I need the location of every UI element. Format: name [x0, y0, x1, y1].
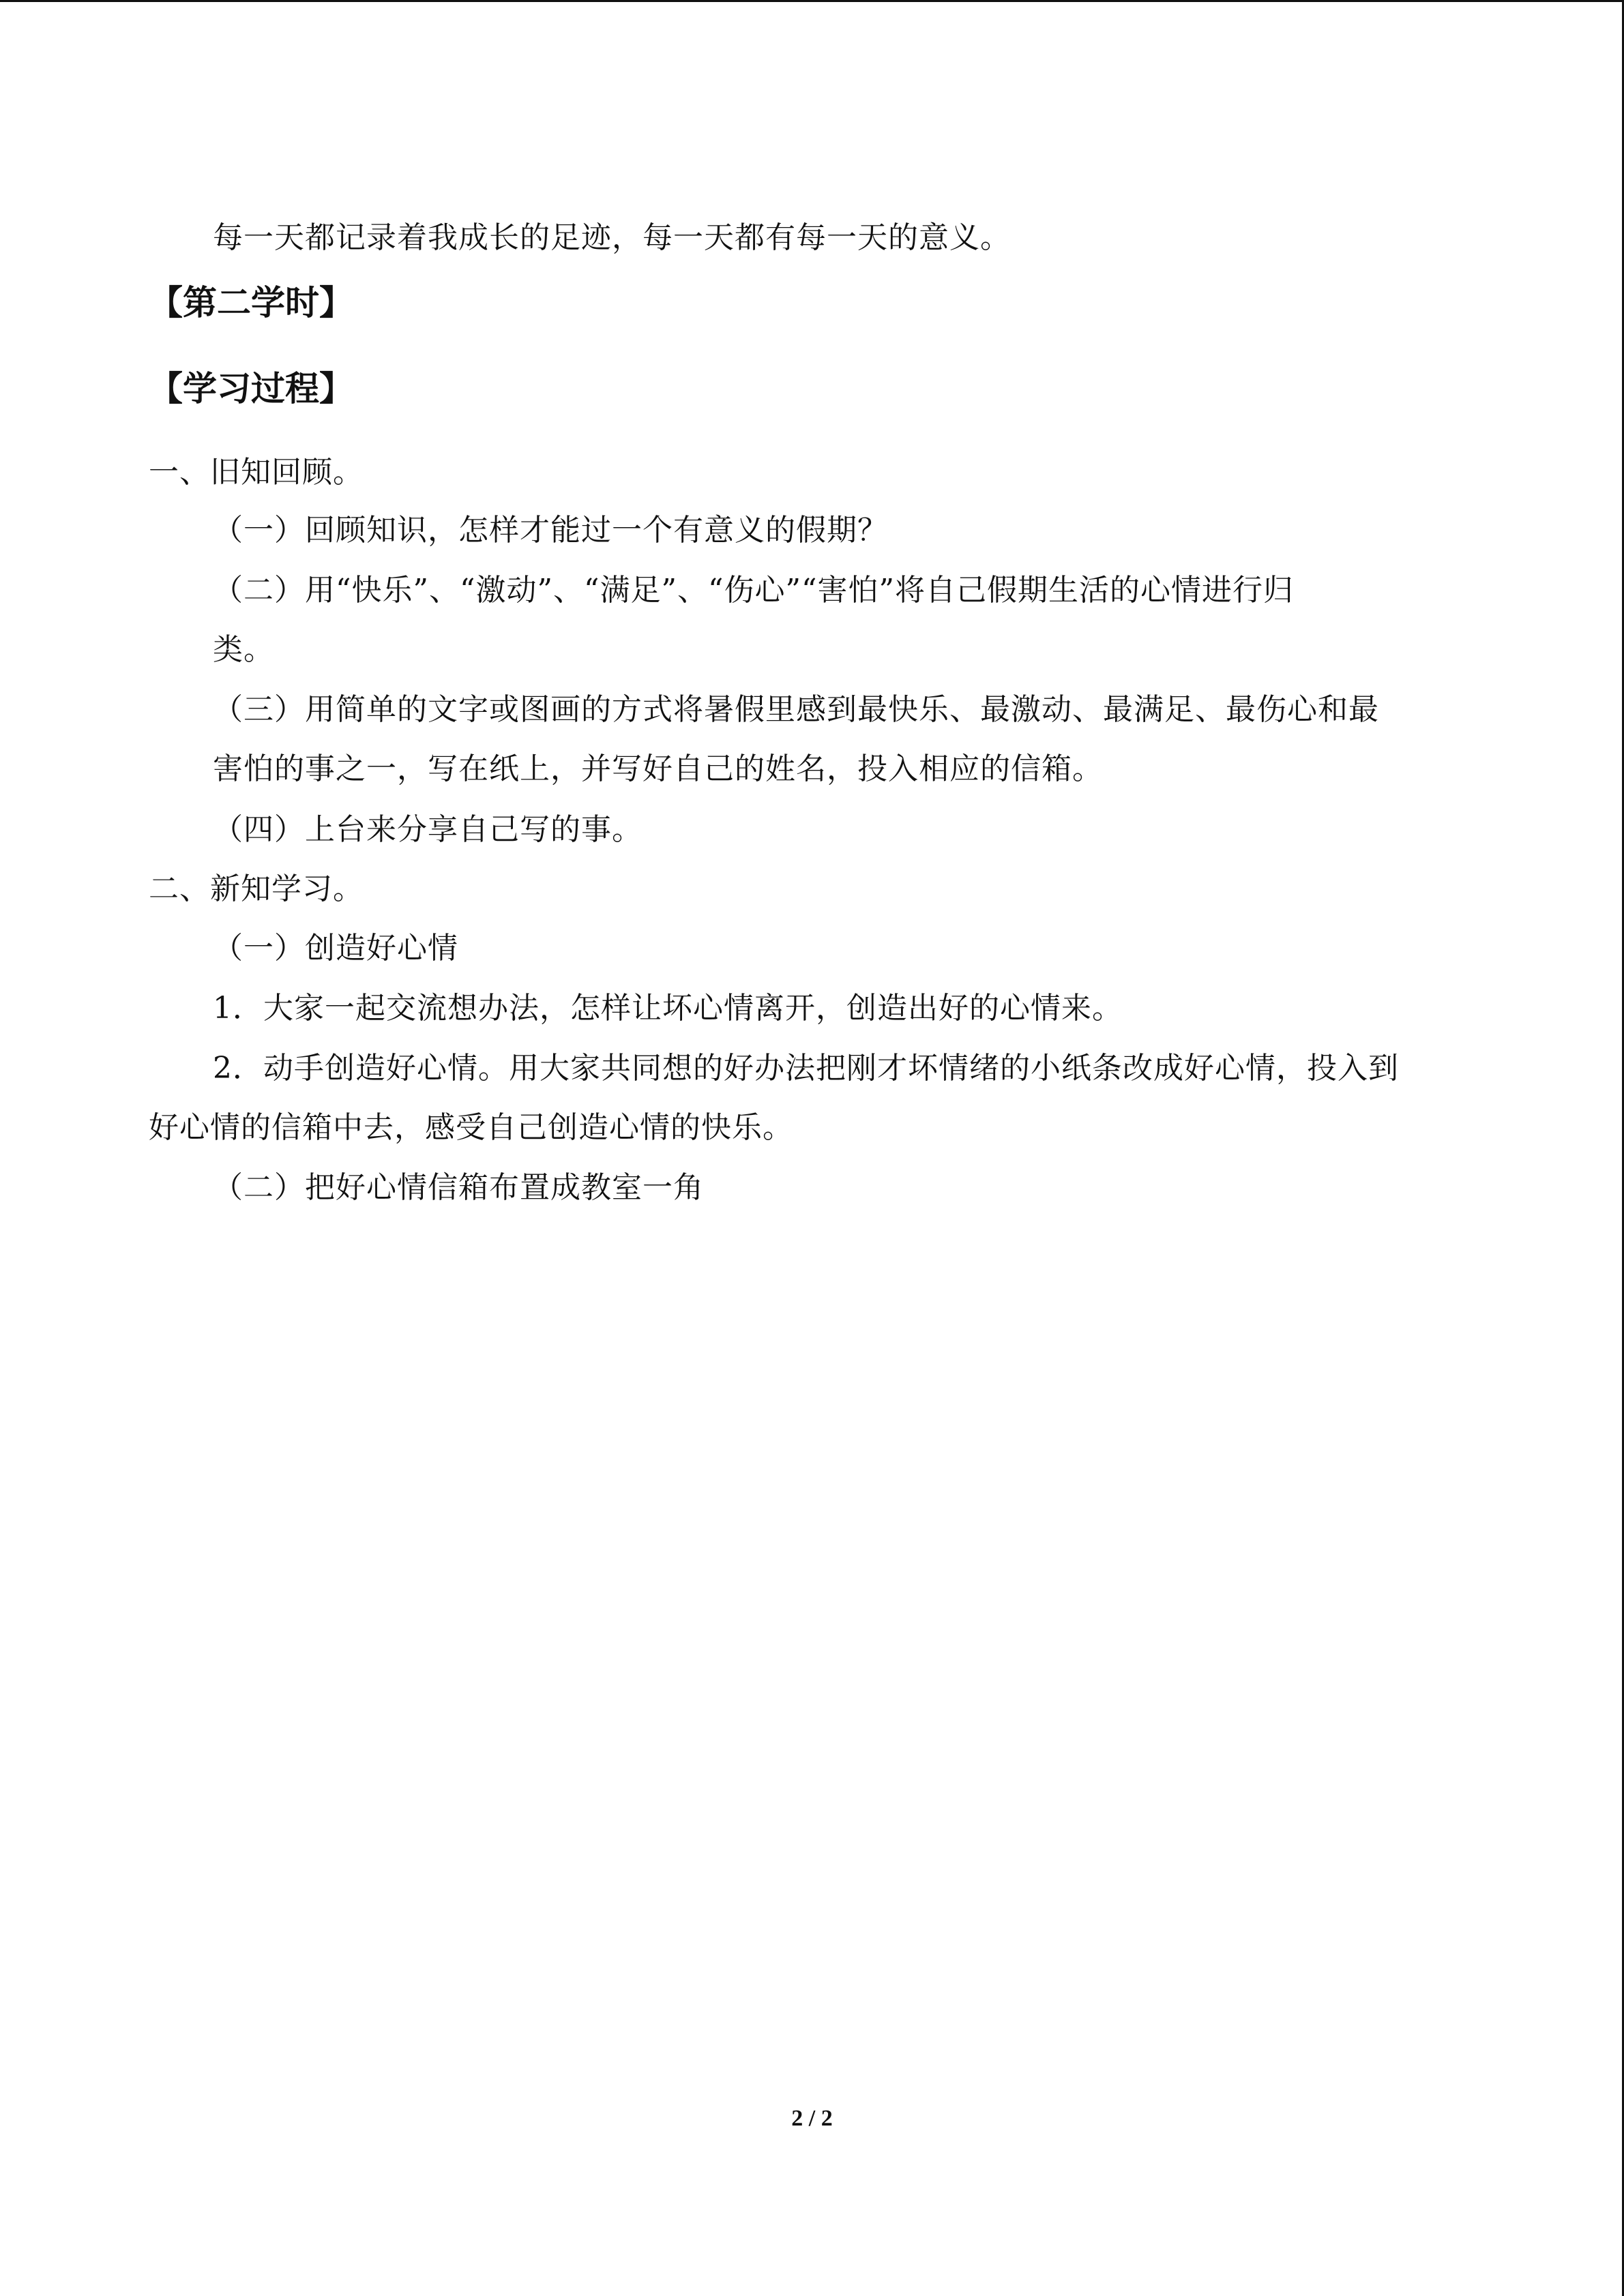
section-title-review: 一、旧知回顾。	[149, 455, 364, 490]
lesson-heading: 【第二学时】	[149, 283, 353, 323]
process-heading: 【学习过程】	[149, 369, 353, 408]
review-item-3-line-1: （三）用简单的文字或图画的方式将暑假里感到最快乐、最激动、最满足、最伤心和最	[213, 692, 1379, 727]
review-item-2-line-1: （二）用“快乐”、“激动”、“满足”、“伤心”“害怕”将自己假期生活的心情进行归	[213, 573, 1294, 608]
review-item-1: （一）回顾知识，怎样才能过一个有意义的假期？	[213, 513, 888, 548]
review-item-2-line-2: 类。	[213, 632, 274, 667]
new-subsection-2: （二）把好心情信箱布置成教室一角	[213, 1170, 704, 1205]
section-title-new: 二、新知学习。	[149, 871, 364, 906]
page-number: 2 / 2	[791, 2106, 833, 2131]
new-point-2-line-1: 2．动手创造好心情。用大家共同想的好办法把刚才坏情绪的小纸条改成好心情，投入到	[213, 1051, 1399, 1086]
new-point-2-line-2: 好心情的信箱中去，感受自己创造心情的快乐。	[149, 1110, 793, 1145]
intro-paragraph: 每一天都记录着我成长的足迹，每一天都有每一天的意义。	[213, 220, 1011, 255]
new-subsection-1: （一）创造好心情	[213, 931, 458, 966]
new-point-1: 1．大家一起交流想办法，怎样让坏心情离开，创造出好的心情来。	[213, 991, 1123, 1026]
review-item-3-line-2: 害怕的事之一，写在纸上，并写好自己的姓名，投入相应的信箱。	[213, 751, 1103, 786]
review-item-4: （四）上台来分享自己写的事。	[213, 812, 643, 847]
